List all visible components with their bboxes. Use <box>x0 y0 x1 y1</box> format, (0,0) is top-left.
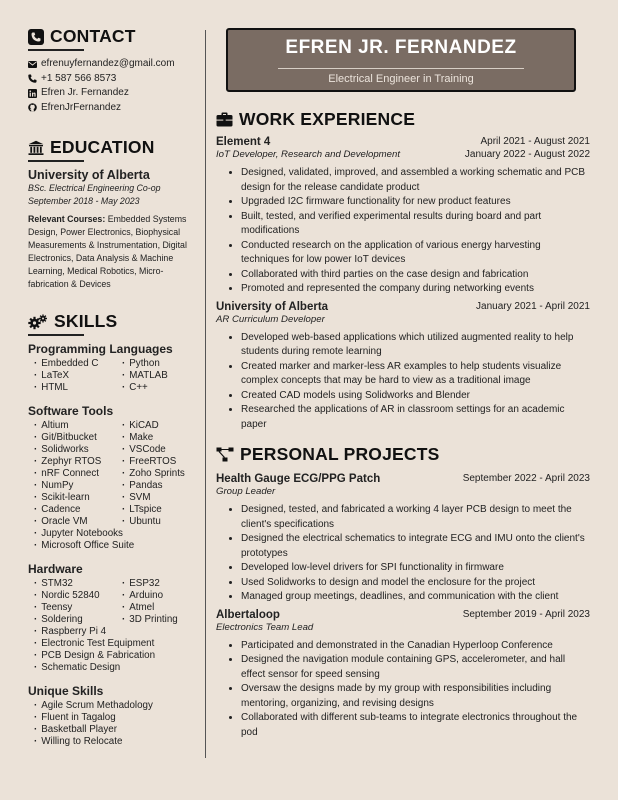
skill-item: · C++ <box>116 382 200 394</box>
full-name: EFREN JR. FERNANDEZ <box>285 37 517 58</box>
skill-item: · Fluent in Tagalog <box>28 712 200 724</box>
skill-item: · LaTeX <box>28 370 116 382</box>
software-extra-list <box>28 528 200 552</box>
skill-item: · Soldering <box>28 614 116 626</box>
skill-item: · Make <box>116 432 200 444</box>
skill-item: · FreeRTOS <box>116 456 200 468</box>
skill-item: · Schematic Design <box>28 662 200 674</box>
education-dates: September 2018 - May 2023 <box>28 195 140 206</box>
skill-item: · Electronic Test Equipment <box>28 638 200 650</box>
list-item: • Developed low-level drivers for SPI functionality in firmware <box>241 561 590 576</box>
skill-item: · 3D Printing <box>116 614 200 626</box>
projects-heading <box>216 444 590 465</box>
skill-item: · Arduino <box>116 590 200 602</box>
skills-rule <box>28 334 84 336</box>
list-item: • Collaborated with different sub-teams to integrate electronics throughout the pod <box>241 711 590 740</box>
list-item: • Built, tested, and verified experimental results during board and part modifications <box>241 210 590 239</box>
project-diagram-icon <box>216 447 234 462</box>
work-date: January 2022 - August 2022 <box>464 149 590 160</box>
list-item: • Managed group meetings, deadlines, and communication with the client <box>241 590 590 605</box>
unique-list <box>28 700 200 748</box>
courses-label: Relevant Courses: <box>28 214 106 224</box>
hardware-extra-list <box>28 626 200 674</box>
skill-item: · Ubuntu <box>116 516 200 528</box>
list-item: • Collaborated with third parties on the case design and fabrication <box>241 268 590 283</box>
github-icon <box>28 103 37 112</box>
email-line[interactable] <box>28 57 200 72</box>
work-heading-text: WORK EXPERIENCE <box>239 109 416 129</box>
skill-item: · Willing to Relocate <box>28 736 200 748</box>
skill-item: · LTspice <box>116 504 200 516</box>
project-date: September 2019 - April 2023 <box>462 608 590 620</box>
programming-title: Programming Languages <box>28 342 173 356</box>
skill-item: · Oracle VM <box>28 516 116 528</box>
university-icon <box>28 140 44 156</box>
software-list <box>28 420 200 528</box>
list-item: • Created CAD models using Solidworks and Blender <box>241 389 590 404</box>
job-title: Electrical Engineer in Training <box>328 73 474 85</box>
skill-item: · Basketball Player <box>28 724 200 736</box>
skill-item: · ESP32 <box>116 578 200 590</box>
list-item: • Participated and demonstrated in the Canadian Hyperloop Conference <box>241 639 590 654</box>
project-entry-role <box>216 621 590 634</box>
work-entry-title <box>216 136 590 148</box>
right-column <box>216 28 590 740</box>
skill-item: · Pandas <box>116 480 200 492</box>
project-points <box>216 503 590 605</box>
work-points <box>216 331 590 433</box>
skill-item: · nRF Connect <box>28 468 116 480</box>
phone-text[interactable]: +1 587 566 8573 <box>41 72 117 84</box>
project-date: September 2022 - April 2023 <box>462 473 590 484</box>
software-title: Software Tools <box>28 404 114 418</box>
linkedin-text[interactable]: Efren Jr. Fernandez <box>41 87 129 98</box>
work-org: University of Alberta <box>216 300 329 313</box>
skill-item: · Atmel <box>116 602 200 614</box>
work-heading <box>216 109 590 130</box>
list-item: • Designed, tested, and fabricated a working 4 layer PCB design to meet the client's specifications <box>241 503 590 532</box>
contact-heading-text: CONTACT <box>50 26 136 46</box>
skills-heading-text: SKILLS <box>54 311 118 331</box>
work-date: April 2021 - August 2021 <box>480 136 590 147</box>
project-entry-role <box>216 485 590 498</box>
skill-item: · Zoho Sprints <box>116 468 200 480</box>
work-date: January 2021 - April 2021 <box>476 300 590 312</box>
education-rule <box>28 160 84 162</box>
skill-item: · Python <box>116 358 200 370</box>
phone-line[interactable] <box>28 72 200 87</box>
header-rule <box>278 68 524 69</box>
project-role: Electronics Team Lead <box>216 621 314 633</box>
skills-heading <box>28 311 200 332</box>
skill-item: · VSCode <box>116 444 200 456</box>
hardware-list <box>28 578 200 626</box>
project-name: Health Gauge ECG/PPG Patch <box>216 473 381 485</box>
skill-item: · NumPy <box>28 480 116 492</box>
github-line[interactable] <box>28 101 200 116</box>
project-entry-title <box>216 609 590 621</box>
list-item: • Oversaw the designs made by my group with responsibilities including mentoring, organizing, and revising designs <box>241 682 590 711</box>
skill-item: · PCB Design & Fabrication <box>28 650 200 662</box>
skill-item: · Solidworks <box>28 444 116 456</box>
skill-item: · Cadence <box>28 504 116 516</box>
work-entry-role <box>216 148 590 161</box>
skill-item: · Git/Bitbucket <box>28 432 116 444</box>
work-section <box>216 109 590 432</box>
list-item: • Upgraded I2C firmware functionality for new product features <box>241 195 590 210</box>
work-points <box>216 166 590 297</box>
education-degree: BSc. Electrical Engineering Co-op <box>28 183 161 193</box>
projects-section <box>216 444 590 740</box>
skill-item: · MATLAB <box>116 370 200 382</box>
list-item: • Conducted research on the application of various energy harvesting techniques for low power IoT devices <box>241 239 590 268</box>
unique-title: Unique Skills <box>28 684 104 698</box>
skill-item: · Raspberry Pi 4 <box>28 626 200 638</box>
project-entry-title <box>216 473 590 485</box>
education-courses <box>28 213 200 291</box>
briefcase-icon <box>216 112 233 127</box>
work-entry-role <box>216 313 590 326</box>
contact-rule <box>28 49 84 51</box>
skill-item: · Altium <box>28 420 116 432</box>
skill-item: · HTML <box>28 382 116 394</box>
work-role: AR Curriculum Developer <box>216 313 325 325</box>
gears-icon <box>28 314 48 330</box>
skill-item: · Teensy <box>28 602 116 614</box>
programming-list <box>28 358 200 394</box>
skill-item: · SVM <box>116 492 200 504</box>
github-text[interactable]: EfrenJrFernandez <box>41 101 122 113</box>
skill-item: · Zephyr RTOS <box>28 456 116 468</box>
phone-icon <box>28 74 37 83</box>
contact-heading <box>28 26 200 47</box>
project-points <box>216 639 590 741</box>
education-heading <box>28 137 200 158</box>
education-heading-text: EDUCATION <box>50 137 155 157</box>
name-header <box>226 28 576 92</box>
hardware-title: Hardware <box>28 562 83 576</box>
courses-text: Embedded Systems Design, Power Electronics, Biophysical Measurements & Instrumentation, Digital Electronics, Data Analysis & Machine Learning, Medical Robotics, Micro-fabrication & Devices <box>28 214 187 289</box>
list-item: • Designed the navigation module containing GPS, accelerometer, and hall effect sensor for speed sensing <box>241 653 590 682</box>
work-org: Element 4 <box>216 136 271 148</box>
email-text[interactable]: efrenuyfernandez@gmail.com <box>41 58 175 69</box>
skill-item: · Microsoft Office Suite <box>28 540 200 552</box>
left-column <box>28 26 200 748</box>
list-item: • Researched the applications of AR in classroom settings for an academic paper <box>241 403 590 432</box>
education-school: University of Alberta <box>28 168 150 182</box>
project-name: Albertaloop <box>216 608 280 621</box>
skill-item: · Nordic 52840 <box>28 590 116 602</box>
envelope-icon <box>28 61 37 68</box>
list-item: • Promoted and represented the company during networking events <box>241 282 590 297</box>
work-entry-title <box>216 301 590 313</box>
phone-square-icon <box>28 29 44 45</box>
skill-item: · Scikit-learn <box>28 492 116 504</box>
skill-item: · Agile Scrum Methadology <box>28 700 200 712</box>
list-item: • Created marker and marker-less AR examples to help students visualize complex concepts that may be hard to view as a traditional image <box>241 360 590 389</box>
list-item: • Designed, validated, improved, and assembled a working schematic and PCB design for the release candidate product <box>241 166 590 195</box>
column-divider <box>205 30 206 758</box>
list-item: • Developed web-based applications which utilized augmented reality to help students during remote learning <box>241 331 590 360</box>
skill-item: · STM32 <box>28 578 116 590</box>
list-item: • Designed the electrical schematics to integrate ECG and IMU onto the client's prototypes <box>241 532 590 561</box>
work-role: IoT Developer, Research and Development <box>216 149 400 160</box>
projects-heading-text: PERSONAL PROJECTS <box>240 444 440 464</box>
project-role: Group Leader <box>216 486 276 497</box>
skill-item: · Embedded C <box>28 358 116 370</box>
linkedin-line[interactable] <box>28 86 200 101</box>
linkedin-icon <box>28 89 37 98</box>
skill-item: · Jupyter Notebooks <box>28 528 200 540</box>
list-item: • Used Solidworks to design and model the enclosure for the project <box>241 576 590 591</box>
skill-item: · KiCAD <box>116 420 200 432</box>
